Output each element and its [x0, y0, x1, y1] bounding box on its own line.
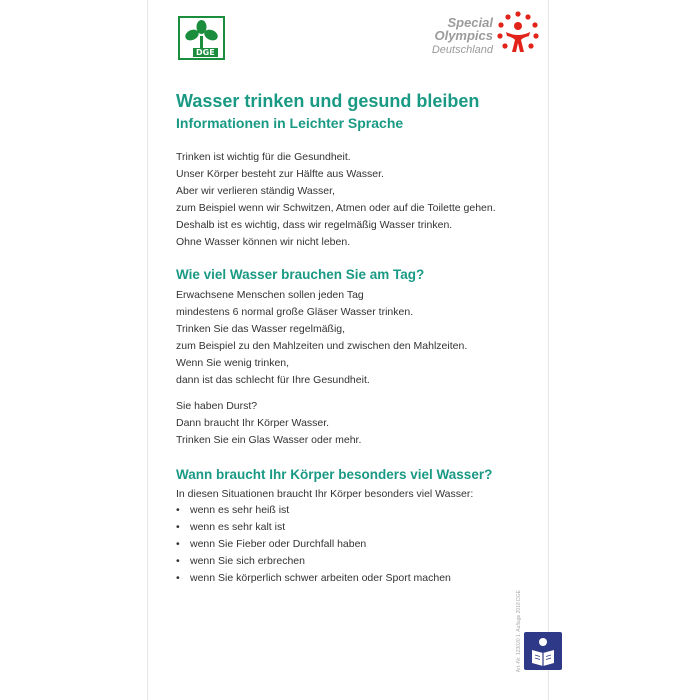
- leaflet-page: [148, 0, 548, 700]
- dge-logo-text: DGE: [193, 48, 218, 57]
- section1-paragraph1: [176, 287, 546, 389]
- list-item: • wenn Sie Fieber oder Durchfall haben: [176, 536, 546, 553]
- intro-line: Unser Körper besteht zur Hälfte aus Wasser.: [176, 168, 384, 180]
- special-olympics-logo: [413, 10, 548, 60]
- section1-line: zum Beispiel zu den Mahlzeiten und zwischen den Mahlzeiten.: [176, 340, 468, 352]
- list-item: • wenn Sie körperlich schwer arbeiten oder Sport machen: [176, 570, 546, 587]
- section1-paragraph2: [176, 398, 546, 449]
- list-item: • wenn Sie sich erbrechen: [176, 553, 546, 570]
- intro-line: zum Beispiel wenn wir Schwitzen, Atmen oder auf die Toilette gehen.: [176, 202, 496, 214]
- section1-line: Dann braucht Ihr Körper Wasser.: [176, 417, 330, 429]
- article-number-text: Art.-Nr. 123020 1. Auflage 2018 DGE: [516, 590, 522, 673]
- section1-line: Trinken Sie das Wasser regelmäßig,: [176, 323, 346, 335]
- intro-line: Aber wir verlieren ständig Wasser,: [176, 185, 335, 197]
- section2-bullet-list: [176, 502, 546, 587]
- section1-line: Erwachsene Menschen sollen jeden Tag: [176, 289, 364, 301]
- special-olympics-mark-icon: [496, 10, 540, 56]
- intro-line: Ohne Wasser können wir nicht leben.: [176, 236, 351, 248]
- section1-line: mindestens 6 normal große Gläser Wasser trinken.: [176, 306, 414, 318]
- section2-intro: [176, 486, 546, 503]
- section1-line: Trinken Sie ein Glas Wasser oder mehr.: [176, 434, 362, 446]
- section2-heading: Wann braucht Ihr Körper besonders viel Wasser?: [176, 467, 493, 482]
- page-title: Wasser trinken und gesund bleiben: [176, 91, 480, 111]
- so-logo-line1: Special: [447, 15, 493, 30]
- section1-line: Sie haben Durst?: [176, 400, 258, 412]
- section1-line: dann ist das schlecht für Ihre Gesundheit.: [176, 374, 370, 386]
- section1-heading: Wie viel Wasser brauchen Sie am Tag?: [176, 267, 425, 282]
- dge-logo: [178, 16, 225, 60]
- easy-read-icon: [524, 632, 562, 670]
- page-subtitle: Informationen in Leichter Sprache: [176, 115, 404, 131]
- section2-intro-line: In diesen Situationen braucht Ihr Körper besonders viel Wasser:: [176, 488, 474, 500]
- list-item: • wenn es sehr heiß ist: [176, 502, 546, 519]
- intro-paragraph: [176, 149, 546, 251]
- list-item: • wenn es sehr kalt ist: [176, 519, 546, 536]
- intro-line: Trinken ist wichtig für die Gesundheit.: [176, 151, 351, 163]
- so-logo-line3: Deutschland: [431, 44, 493, 56]
- so-logo-line2: Olympics: [434, 28, 493, 43]
- intro-line: Deshalb ist es wichtig, dass wir regelmäßig Wasser trinken.: [176, 219, 453, 231]
- section1-line: Wenn Sie wenig trinken,: [176, 357, 290, 369]
- book-reader-icon: [524, 632, 562, 670]
